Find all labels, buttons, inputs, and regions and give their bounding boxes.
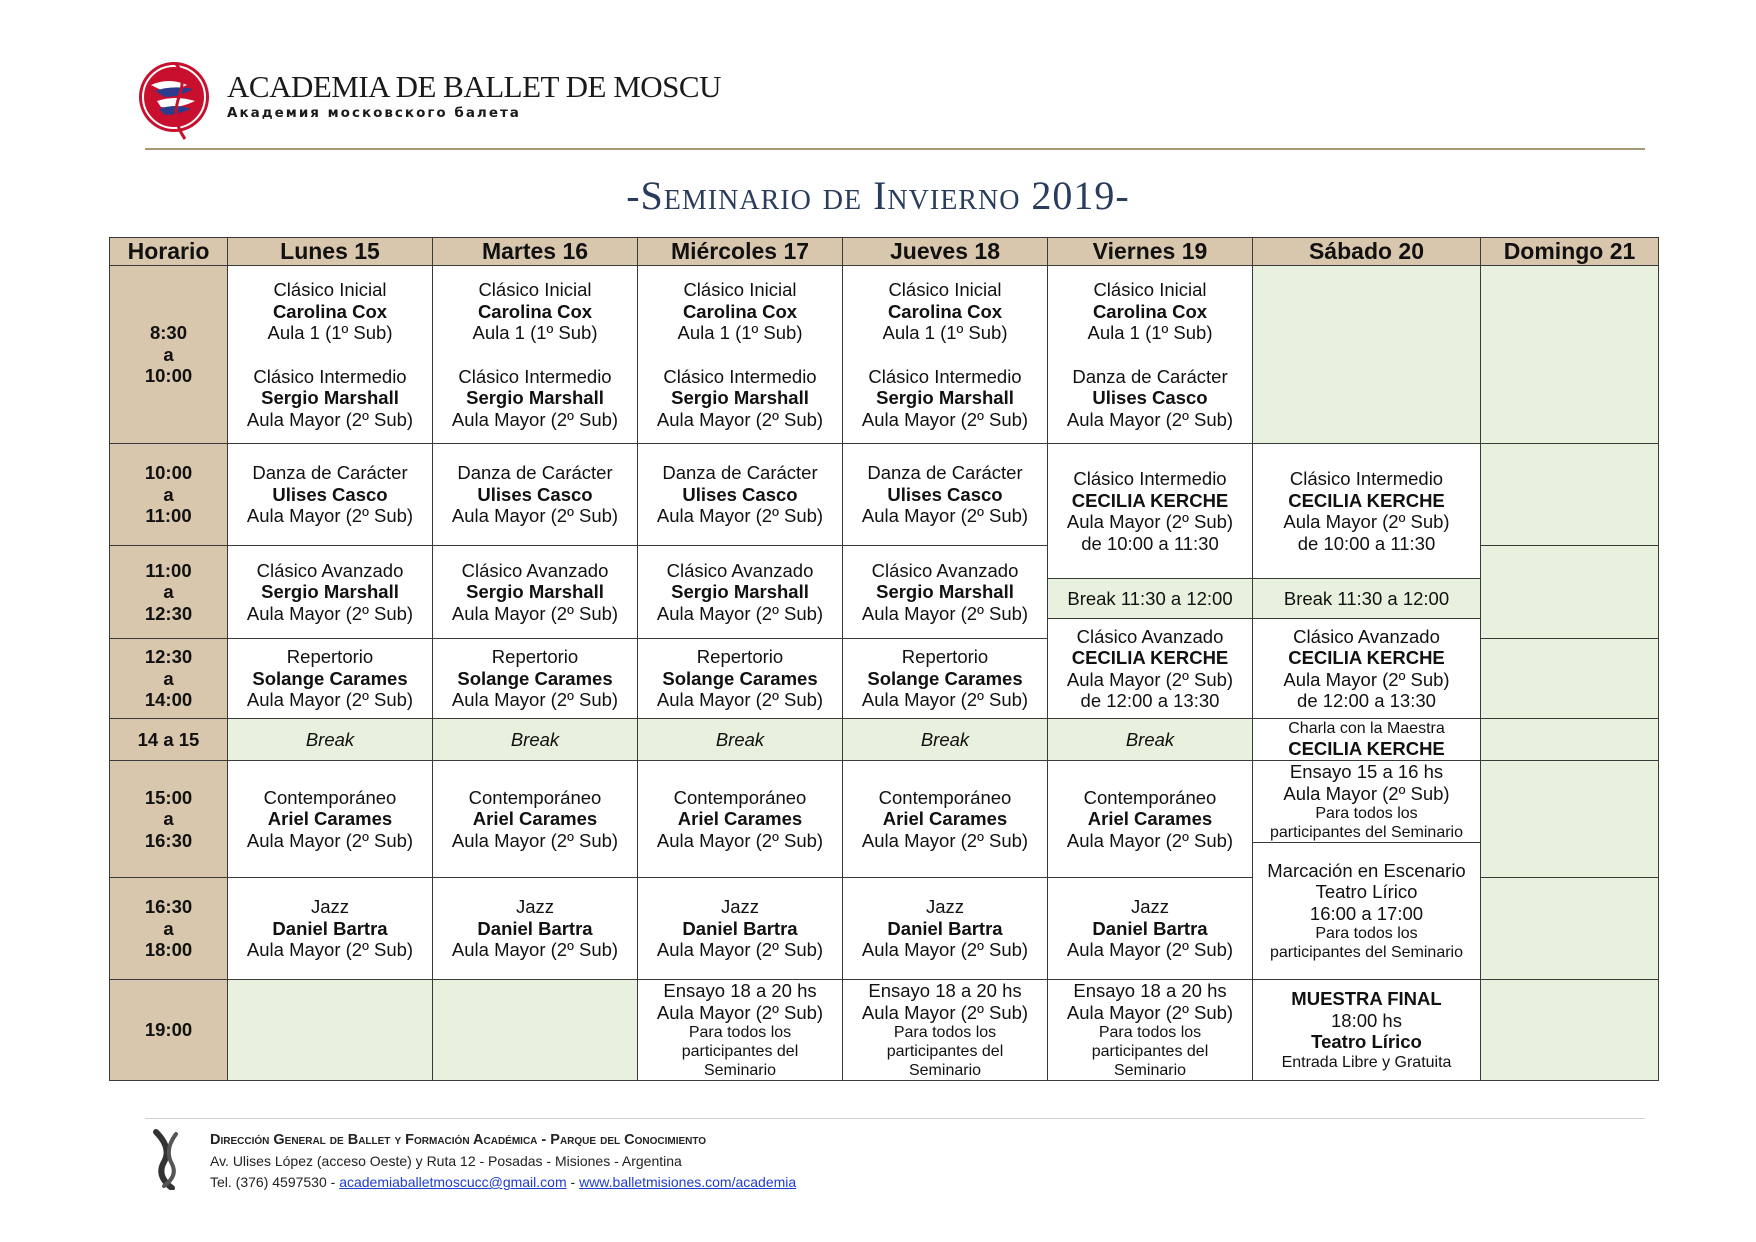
header-miercoles: Miércoles 17	[638, 238, 843, 266]
course-name: Clásico Inicial	[273, 279, 387, 300]
empty-cell	[1481, 639, 1659, 719]
teacher-name: Daniel Bartra	[477, 917, 593, 939]
teacher-name: Sergio Marshall	[261, 581, 399, 603]
time-start: 16:30	[144, 896, 193, 918]
teacher-name: Ulises Casco	[887, 483, 1003, 505]
class-cell	[228, 639, 433, 719]
room-name: Aula 1 (1º Sub)	[677, 322, 803, 343]
class-time: de 12:00 a 13:30	[1297, 690, 1436, 711]
empty-cell	[1481, 444, 1659, 546]
teacher-name: CECILIA KERCHE	[1288, 489, 1445, 511]
class-cell	[433, 878, 638, 980]
brand-subtitle: Академия московского балета	[227, 105, 521, 121]
room-name: Aula Mayor (2º Sub)	[1066, 668, 1234, 690]
time-start: 8:30	[149, 322, 188, 344]
ensayo-note: Para todos los	[893, 1024, 997, 1041]
room-name: Aula Mayor (2º Sub)	[861, 829, 1029, 851]
venue-name: Teatro Lírico	[1315, 881, 1418, 903]
teacher-name: Ariel Carames	[677, 808, 803, 830]
teacher-name: Sergio Marshall	[261, 387, 399, 408]
room-name: Aula Mayor (2º Sub)	[656, 1001, 824, 1023]
time-cell: 19:00	[110, 980, 228, 1081]
class-cell-kerche-intermedio	[1253, 444, 1481, 579]
table-row	[110, 444, 1659, 546]
course-name: Jazz	[310, 896, 350, 918]
course-name: Clásico Avanzado	[1293, 625, 1440, 647]
ensayo-cell	[638, 980, 843, 1081]
course-name: Danza de Carácter	[1072, 365, 1228, 387]
room-name: Aula Mayor (2º Sub)	[451, 689, 619, 711]
header-lunes: Lunes 15	[228, 238, 433, 266]
empty-cell	[1481, 761, 1659, 878]
room-name: Aula 1 (1º Sub)	[1087, 322, 1213, 343]
header-horario: Horario	[110, 238, 228, 266]
time-cell	[110, 878, 228, 980]
class-cell-kerche-avanzado	[1253, 619, 1481, 719]
class-cell	[638, 639, 843, 719]
time-sep: a	[163, 917, 174, 939]
time-end: 12:30	[144, 602, 193, 624]
empty-cell	[1481, 878, 1659, 980]
break-cell: Break	[433, 719, 638, 761]
ensayo-cell	[843, 980, 1048, 1081]
class-cell	[638, 546, 843, 639]
class-time: 16:00 a 17:00	[1309, 902, 1424, 924]
teacher-name: Ariel Carames	[267, 808, 393, 830]
class-cell	[843, 444, 1048, 546]
marcacion-cell	[1253, 843, 1481, 980]
time-cell: 14 a 15	[110, 719, 228, 761]
class-cell	[638, 444, 843, 546]
course-name: Jazz	[925, 896, 965, 918]
room-name: Aula 1 (1º Sub)	[472, 322, 598, 343]
course-name: Jazz	[515, 896, 555, 918]
course-name: Contemporáneo	[263, 786, 397, 808]
break-cell: Break	[638, 719, 843, 761]
teacher-name: CECILIA KERCHE	[1288, 738, 1445, 760]
teacher-name: Sergio Marshall	[671, 387, 809, 408]
teacher-name: Carolina Cox	[682, 300, 798, 322]
time-start: 15:00	[144, 786, 193, 808]
charla-cell	[1253, 719, 1481, 761]
marcacion-note: Para todos los	[1315, 925, 1418, 943]
room-name: Aula Mayor (2º Sub)	[861, 505, 1029, 527]
room-name: Aula Mayor (2º Sub)	[1283, 668, 1450, 690]
room-name: Aula Mayor (2º Sub)	[656, 505, 824, 527]
empty-cell	[1481, 719, 1659, 761]
room-name: Aula Mayor (2º Sub)	[1066, 408, 1234, 430]
empty-cell	[228, 980, 433, 1081]
teacher-name: Carolina Cox	[1092, 300, 1208, 322]
teacher-name: Carolina Cox	[477, 300, 593, 322]
time-cell	[110, 546, 228, 639]
class-cell	[433, 639, 638, 719]
footer-divider	[145, 1118, 1645, 1119]
course-name: Clásico Intermedio	[253, 365, 407, 387]
class-cell	[228, 444, 433, 546]
teacher-name: Ariel Carames	[1087, 808, 1213, 830]
room-name: Aula Mayor (2º Sub)	[246, 408, 414, 430]
course-name: Danza de Carácter	[662, 462, 818, 484]
room-name: Aula Mayor (2º Sub)	[246, 939, 414, 961]
header-jueves: Jueves 18	[843, 238, 1048, 266]
class-cell	[843, 546, 1048, 639]
break-cell: Break	[228, 719, 433, 761]
course-name: Repertorio	[286, 646, 374, 668]
room-name: Aula Mayor (2º Sub)	[656, 829, 824, 851]
course-name: Clásico Avanzado	[256, 559, 404, 581]
course-name: Clásico Inicial	[478, 279, 592, 300]
class-cell	[638, 878, 843, 980]
ensayo-title: Ensayo 18 a 20 hs	[868, 980, 1022, 1001]
table-row	[110, 980, 1659, 1081]
header-viernes: Viernes 19	[1048, 238, 1253, 266]
course-name: Clásico Inicial	[888, 279, 1002, 300]
brand-name: ACADEMIA DE BALLET DE MOSCU	[227, 69, 721, 104]
ensayo-note: Seminario	[908, 1062, 982, 1079]
ensayo-note: participantes del Seminario	[1270, 824, 1463, 841]
ensayo-note: Para todos los	[1098, 1024, 1202, 1041]
class-cell	[638, 761, 843, 878]
room-name: Aula Mayor (2º Sub)	[246, 505, 414, 527]
course-name: Repertorio	[901, 646, 989, 668]
course-name: Clásico Avanzado	[871, 559, 1019, 581]
venue-name: Teatro Lírico	[1311, 1031, 1422, 1053]
header-row	[110, 238, 1659, 266]
teacher-name: Ulises Casco	[682, 483, 798, 505]
course-name: Clásico Intermedio	[1289, 468, 1444, 489]
break-cell: Break	[843, 719, 1048, 761]
teacher-name: CECILIA KERCHE	[1288, 647, 1445, 668]
muestra-title: MUESTRA FINAL	[1291, 988, 1442, 1010]
course-name: Clásico Intermedio	[663, 365, 817, 387]
empty-cell	[1481, 980, 1659, 1081]
schedule-table	[109, 237, 1659, 1081]
course-name: Clásico Avanzado	[1076, 625, 1224, 647]
teacher-name: Ulises Casco	[1092, 387, 1208, 408]
course-name: Clásico Inicial	[1093, 279, 1207, 300]
room-name: Aula Mayor (2º Sub)	[451, 939, 619, 961]
room-name: Aula Mayor (2º Sub)	[451, 505, 619, 527]
teacher-name: Sergio Marshall	[466, 387, 604, 408]
room-name: Aula Mayor (2º Sub)	[861, 602, 1029, 624]
course-name: Clásico Avanzado	[666, 559, 814, 581]
teacher-name: Daniel Bartra	[682, 917, 798, 939]
course-name: Jazz	[1130, 896, 1170, 918]
table-row	[110, 761, 1659, 843]
time-cell	[110, 761, 228, 878]
time-cell	[110, 266, 228, 444]
course-name: Contemporáneo	[673, 786, 807, 808]
teacher-name: Sergio Marshall	[876, 387, 1014, 408]
time-start: 10:00	[144, 462, 193, 484]
footer-phone: Tel. (376) 4597530 -	[210, 1174, 336, 1190]
charla-title: Charla con la Maestra	[1288, 720, 1445, 738]
teacher-name: Ariel Carames	[472, 808, 598, 830]
teacher-name: Sergio Marshall	[671, 581, 809, 603]
room-name: Aula 1 (1º Sub)	[882, 322, 1008, 343]
break-cell: Break 11:30 a 12:00	[1048, 579, 1253, 619]
footer-org: Dirección General de Ballet y Formación Académica - Parque del Conocimiento	[210, 1132, 707, 1148]
time-end: 16:30	[144, 829, 193, 851]
course-name: Jazz	[720, 896, 760, 918]
course-name: Contemporáneo	[468, 786, 602, 808]
teacher-name: Ariel Carames	[882, 808, 1008, 830]
room-name: Aula Mayor (2º Sub)	[1066, 829, 1234, 851]
room-name: Aula Mayor (2º Sub)	[246, 829, 414, 851]
teacher-name: Ulises Casco	[272, 483, 388, 505]
muestra-time: 18:00 hs	[1331, 1009, 1402, 1031]
time-sep: a	[163, 808, 174, 830]
teacher-name: Daniel Bartra	[1092, 917, 1208, 939]
time-sep: a	[163, 343, 174, 365]
room-name: Aula Mayor (2º Sub)	[451, 602, 619, 624]
room-name: Aula Mayor (2º Sub)	[1066, 511, 1234, 532]
break-cell: Break	[1048, 719, 1253, 761]
class-time: de 12:00 a 13:30	[1080, 690, 1220, 711]
class-cell	[433, 444, 638, 546]
class-cell	[638, 266, 843, 444]
time-cell	[110, 639, 228, 719]
course-name: Danza de Carácter	[457, 462, 613, 484]
teacher-name: Solange Carames	[252, 667, 408, 689]
room-name: Aula Mayor (2º Sub)	[1066, 1001, 1234, 1023]
time-end: 10:00	[144, 365, 193, 387]
class-cell-kerche-avanzado	[1048, 619, 1253, 719]
ensayo-note: Seminario	[703, 1062, 777, 1079]
room-name: Aula Mayor (2º Sub)	[1283, 511, 1450, 532]
class-time: de 10:00 a 11:30	[1297, 532, 1436, 554]
time-sep: a	[163, 667, 174, 689]
footer-address: Av. Ulises López (acceso Oeste) y Ruta 12 - Posadas - Misiones - Argentina	[210, 1153, 682, 1169]
page-title: -Seminario de Invierno 2019-	[626, 173, 1130, 218]
class-cell	[843, 639, 1048, 719]
class-cell	[433, 546, 638, 639]
ensayo-note: participantes del	[681, 1043, 799, 1060]
class-cell	[843, 878, 1048, 980]
teacher-name: Solange Carames	[662, 667, 818, 689]
muestra-note: Entrada Libre y Gratuita	[1281, 1053, 1452, 1071]
class-cell	[433, 266, 638, 444]
teacher-name: Daniel Bartra	[272, 917, 388, 939]
teacher-name: CECILIA KERCHE	[1071, 489, 1229, 511]
course-name: Clásico Intermedio	[868, 365, 1022, 387]
class-cell	[228, 546, 433, 639]
marcacion-note: participantes del Seminario	[1270, 944, 1463, 962]
course-name: Contemporáneo	[1083, 786, 1217, 808]
ensayo-title: Ensayo 18 a 20 hs	[1073, 980, 1227, 1001]
academy-logo	[135, 55, 213, 143]
class-cell	[1048, 266, 1253, 444]
website-link[interactable]: www.balletmisiones.com/academia	[579, 1174, 797, 1190]
course-name: Clásico Inicial	[683, 279, 797, 300]
room-name: Aula 1 (1º Sub)	[267, 322, 393, 343]
teacher-name: Sergio Marshall	[466, 581, 604, 603]
table-row	[110, 719, 1659, 761]
ensayo-note: Para todos los	[688, 1024, 792, 1041]
empty-cell	[1253, 266, 1481, 444]
teacher-name: Carolina Cox	[272, 300, 388, 322]
footer-logo-icon	[142, 1128, 192, 1190]
room-name: Aula Mayor (2º Sub)	[656, 602, 824, 624]
table-row	[110, 266, 1659, 444]
page-header	[135, 55, 1635, 150]
room-name: Aula Mayor (2º Sub)	[656, 689, 824, 711]
header-domingo: Domingo 21	[1481, 238, 1659, 266]
time-cell	[110, 444, 228, 546]
course-name: Danza de Carácter	[867, 462, 1023, 484]
room-name: Aula Mayor (2º Sub)	[451, 829, 619, 851]
header-divider	[145, 148, 1645, 150]
ensayo-cell	[1048, 980, 1253, 1081]
header-sabado: Sábado 20	[1253, 238, 1481, 266]
class-cell	[1048, 878, 1253, 980]
course-name: Repertorio	[491, 646, 579, 668]
course-name: Repertorio	[696, 646, 784, 668]
course-name: Clásico Intermedio	[458, 365, 612, 387]
empty-cell	[1481, 266, 1659, 444]
time-sep: a	[163, 483, 174, 505]
course-name: Danza de Carácter	[252, 462, 408, 484]
ensayo-sabado-cell	[1253, 761, 1481, 843]
time-end: 18:00	[144, 939, 193, 961]
teacher-name: Daniel Bartra	[887, 917, 1003, 939]
class-cell	[228, 761, 433, 878]
ensayo-note: Para todos los	[1315, 805, 1418, 822]
room-name: Aula Mayor (2º Sub)	[861, 689, 1029, 711]
room-name: Aula Mayor (2º Sub)	[861, 1001, 1029, 1023]
room-name: Aula Mayor (2º Sub)	[451, 408, 619, 430]
class-cell	[433, 761, 638, 878]
teacher-name: Solange Carames	[867, 667, 1023, 689]
teacher-name: Carolina Cox	[887, 300, 1003, 322]
footer-separator: -	[570, 1174, 576, 1190]
course-name: Clásico Intermedio	[1073, 468, 1227, 489]
ensayo-title: Ensayo 15 a 16 hs	[1289, 761, 1444, 782]
room-name: Aula Mayor (2º Sub)	[861, 939, 1029, 961]
teacher-name: Ulises Casco	[477, 483, 593, 505]
class-cell-kerche-intermedio	[1048, 444, 1253, 579]
teacher-name: Sergio Marshall	[876, 581, 1014, 603]
empty-cell	[433, 980, 638, 1081]
ensayo-note: participantes del	[1091, 1043, 1209, 1060]
class-time: de 10:00 a 11:30	[1081, 532, 1219, 554]
room-name: Aula Mayor (2º Sub)	[246, 689, 414, 711]
time-start: 12:30	[144, 646, 193, 668]
room-name: Aula Mayor (2º Sub)	[656, 939, 824, 961]
class-cell	[843, 266, 1048, 444]
footer	[210, 1130, 796, 1193]
class-cell	[228, 266, 433, 444]
room-name: Aula Mayor (2º Sub)	[1066, 939, 1234, 961]
muestra-final-cell	[1253, 980, 1481, 1081]
header-martes: Martes 16	[433, 238, 638, 266]
ensayo-note: participantes del	[886, 1043, 1004, 1060]
empty-cell	[1481, 546, 1659, 639]
ensayo-note: Seminario	[1113, 1062, 1187, 1079]
time-sep: a	[163, 581, 174, 603]
email-link[interactable]: academiaballetmoscucc@gmail.com	[339, 1174, 567, 1190]
break-cell: Break 11:30 a 12:00	[1253, 579, 1481, 619]
marcacion-title: Marcación en Escenario	[1267, 859, 1466, 881]
room-name: Aula Mayor (2º Sub)	[861, 408, 1029, 430]
footer-contact	[210, 1172, 796, 1193]
room-name: Aula Mayor (2º Sub)	[1283, 782, 1450, 804]
class-cell	[843, 761, 1048, 878]
course-name: Contemporáneo	[878, 786, 1012, 808]
time-end: 14:00	[144, 689, 193, 711]
ensayo-title: Ensayo 18 a 20 hs	[663, 980, 817, 1001]
class-cell	[1048, 761, 1253, 878]
room-name: Aula Mayor (2º Sub)	[246, 602, 414, 624]
course-name: Clásico Avanzado	[461, 559, 609, 581]
teacher-name: CECILIA KERCHE	[1071, 647, 1229, 668]
teacher-name: Solange Carames	[457, 667, 613, 689]
time-start: 11:00	[145, 559, 192, 581]
room-name: Aula Mayor (2º Sub)	[656, 408, 824, 430]
class-cell	[228, 878, 433, 980]
time-end: 11:00	[145, 505, 192, 527]
